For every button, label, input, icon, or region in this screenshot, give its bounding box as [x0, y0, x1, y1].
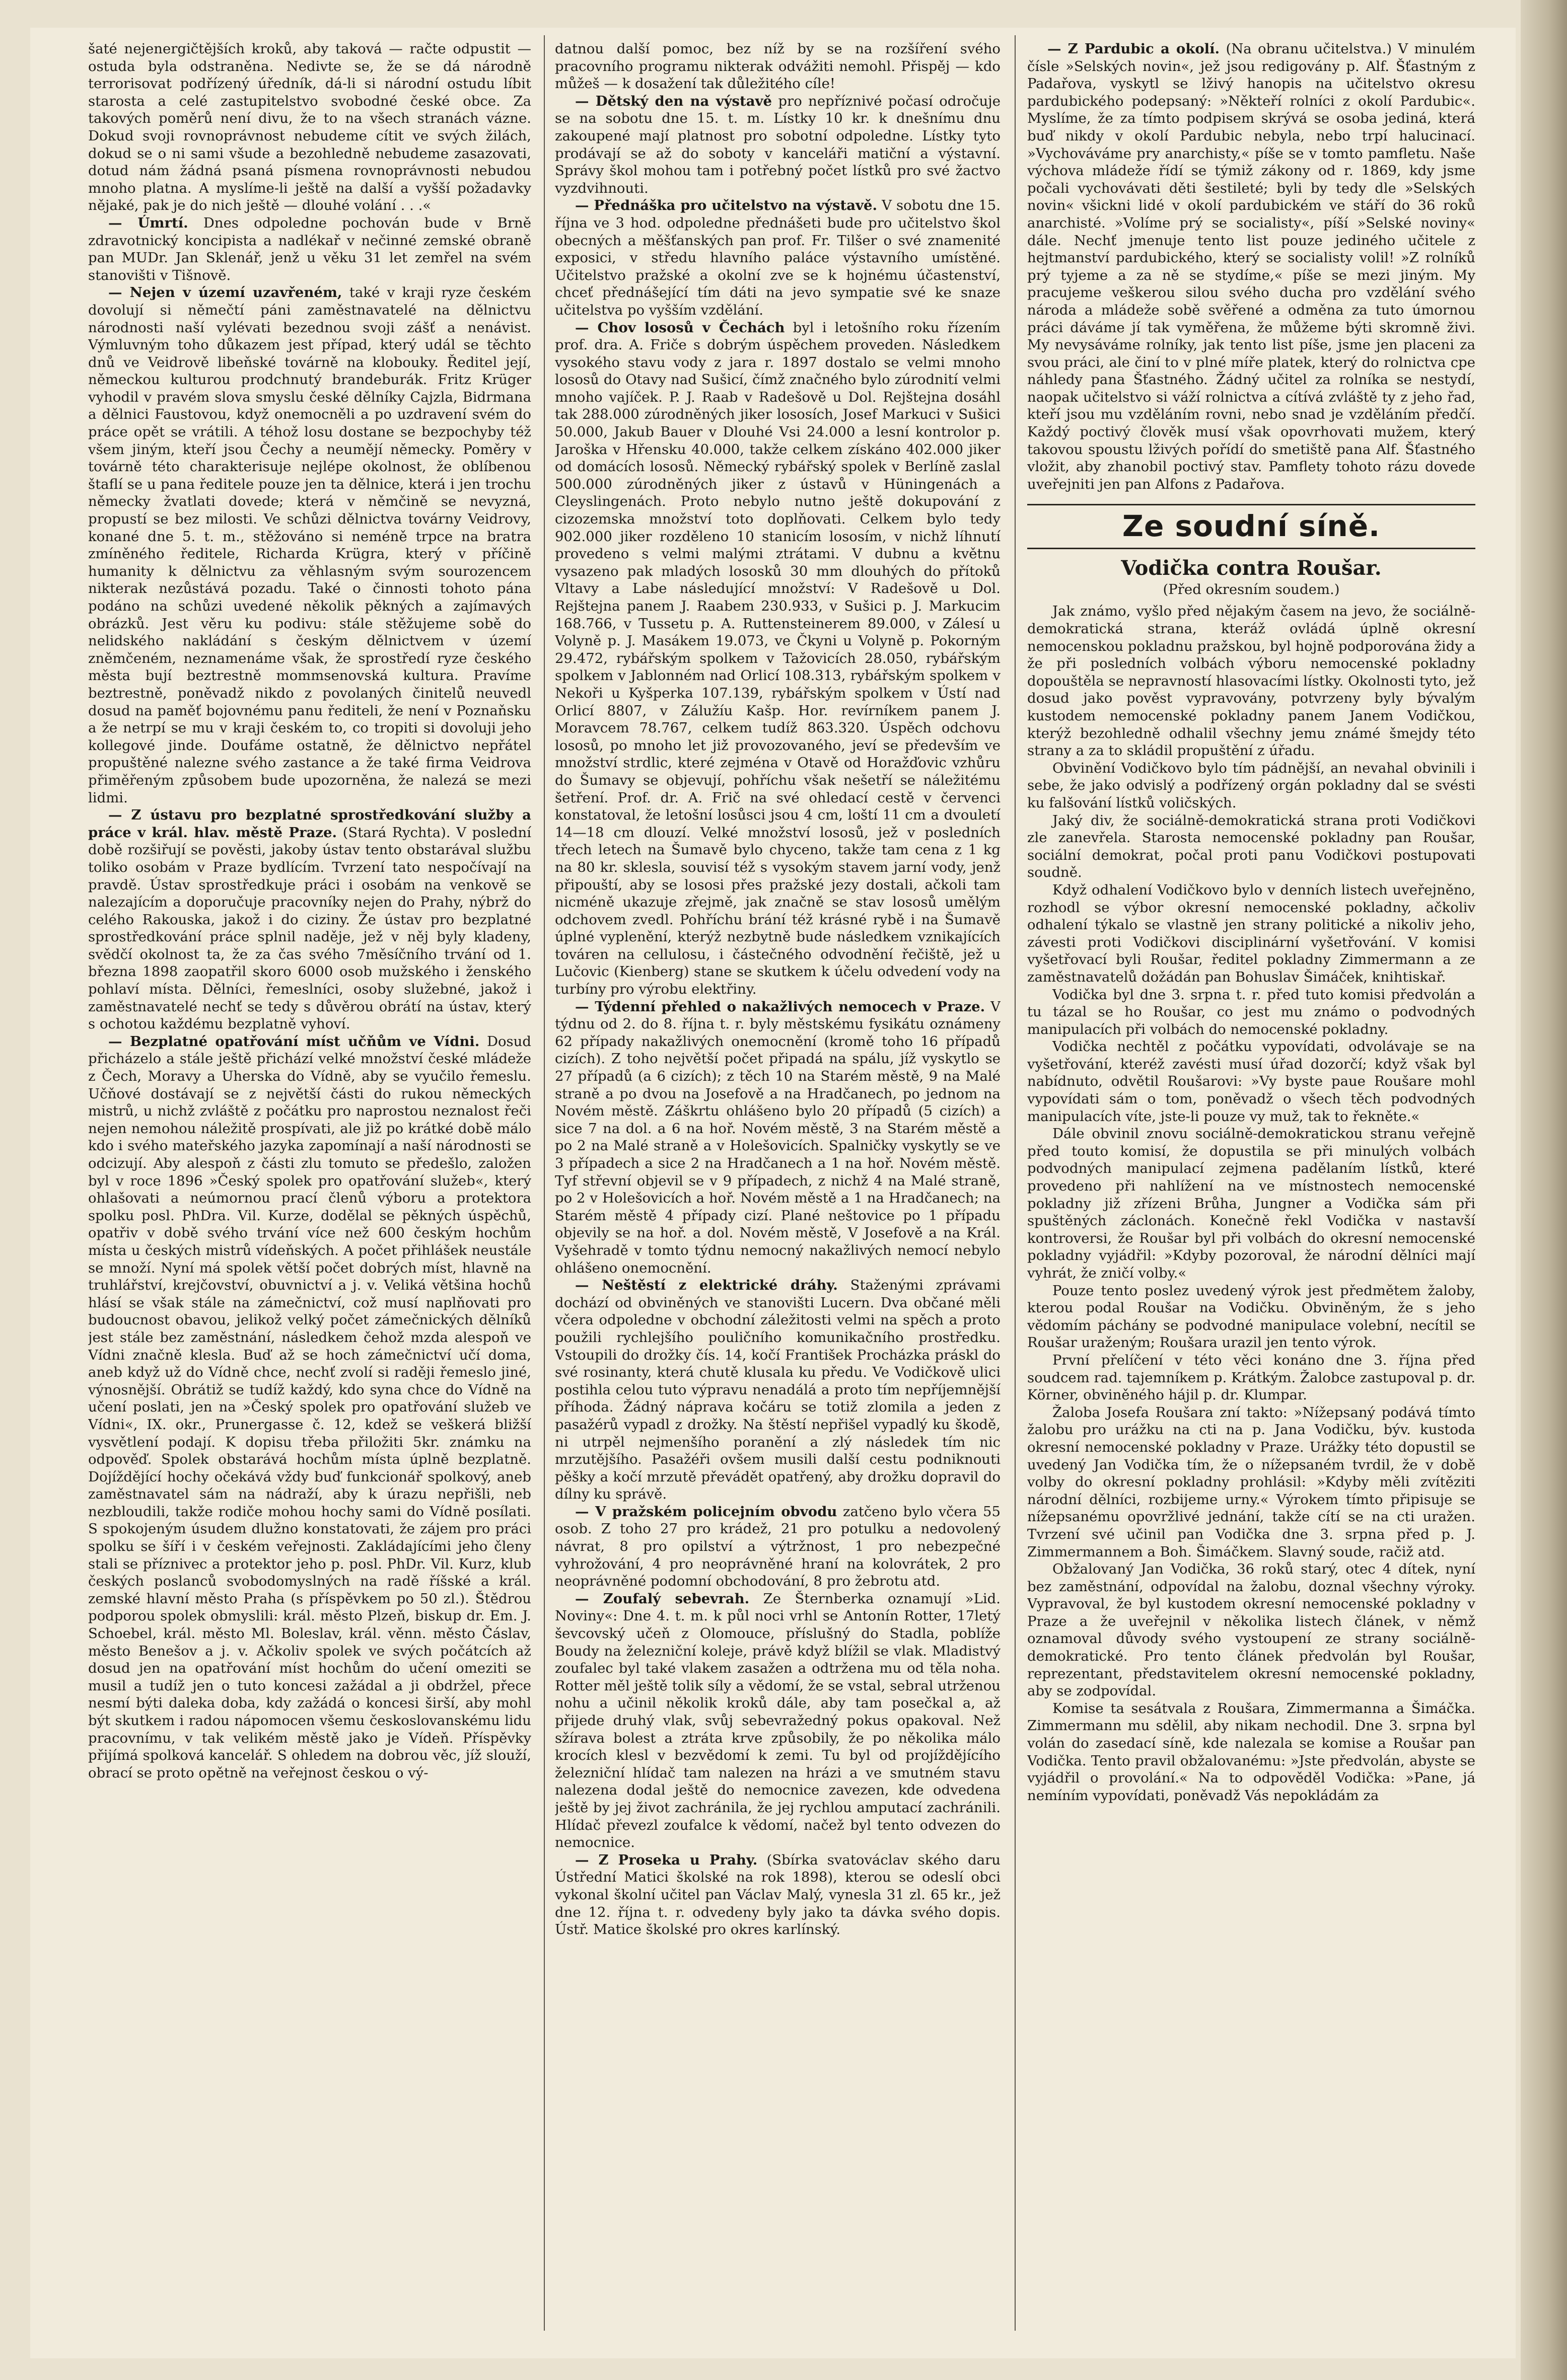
case-paragraph: Vodička byl dne 3. srpna t. r. před tuto komisi předvolán a tu tázal se ho Roušar, co jest mu známo o podvodných manipulacích při volbách do nemocenské pokladny. [1027, 986, 1475, 1037]
article-tydenni-prehled: — Týdenní přehled o nakažlivých nemocech v Praze. V týdnu od 2. do 8. října t. r. byly městskému fysikátu oznámeny 62 případy nakažlivých onemocnění (kromě toho 16 případů cizích). Z toho největší počet připadá na spálu, jíž vyskytlo se 27 případů (a 6 cizích); z těch 10 na Starém městě, 9 na Malé straně a po dvou na Josefově a na Hradčanech, po jednom na Novém městě. Záškrtu ohlášeno bylo 20 případů (5 cizích) a sice 7 na dol. a 6 na hoř. Novém městě, 3 na Starém městě a po 2 na Malé straně a v Holešovicích. Spalničky vyskytly se ve 3 případech a sice 2 na Hradčanech a 1 na hoř. Novém městě. Tyf střevní objevil se v 9 případech, z nichž 4 na Malé straně, po 2 v Holešovicích a hoř. Novém městě a 1 na Hradčanech; na Starém městě 4 případy cizí. Plané neštovice po 1 případu objevily se na hoř. a dol. Novém městě, V Josefově a na Král. Vyšehradě v tomto týdnu nemocný nakažlivých nemocí nebylo ohlášeno onemocnění. [555, 998, 1001, 1276]
case-paragraph: Vodička nechtěl z počátku vypovídati, odvolávaje se na vyšetřování, kteréž zavésti musí úřad dozorčí; když však byl nabídnuto, odvětil Roušarovi: »Vy byste paue Roušare mohl vypovídati sám o tom, poněvadž o všech těch podvodných manipulacích víte, jste-li pouze vy muž, tak to řekněte.« [1027, 1038, 1475, 1125]
article-heading: — Bezplatné opatřování míst učňům ve Vídni. [108, 1033, 480, 1050]
column-2 [555, 40, 1001, 2326]
article-prednaska: — Přednáška pro učitelstvo na výstavě. V sobotu dne 15. října ve 3 hod. odpoledne přednášeti bude pro učitelstvo škol obecných a měšťanských pan prof. Fr. Tilšer o své znamenité exposici, v středu hlavního paláce výstavního umístěné. Učitelstvo pražské a okolní zve se k hojnému účastenství, chceť přednášející tím dáti na jevo sympatie své ke snaze učitelstva po vyšším vzdělání. [555, 197, 1001, 318]
case-paragraph: Dále obvinil znovu sociálně-demokratickou stranu veřejně před touto komisí, že dopustila se při minulých volbách podvodných manipulací zejmena padělaním lístků, které provedeno při nahlížení na ve místnostech nemocenské pokladny již zřízeni Brůha, Jungner a Vodička sám při spuštěných záclonách. Konečně řekl Vodička v nastavší kontroversi, že Roušar byl při volbách do okresní nemocenské pokladny vyjádřil: »Kdyby pozoroval, že národní dělníci mají vyhrát, že zničí volby.« [1027, 1126, 1475, 1281]
article-heading: — Nejen v území uzavřeném, [108, 284, 342, 301]
page-edge-shadow [1521, 0, 1567, 2380]
case-paragraph: Pouze tento poslez uvedený výrok jest předmětem žaloby, kterou podal Roušar na Vodičku. Obviněným, že s jeho vědomím páchány se podvodné manipulace volební, necítil se Roušar uraženým; Roušara urazil jen tento výrok. [1027, 1282, 1475, 1351]
article-heading: — Zoufalý sebevrah. [575, 1590, 750, 1607]
article-continuation: datnou další pomoc, bez níž by se na rozšíření svého pracovního programu nikterak odvážiti nemohl. Přispěj — kdo můžeš — k dosažení tak důležitého cíle! [555, 41, 1001, 92]
case-paragraph: Jaký div, že sociálně-demokratická strana proti Vodičkovi zle zanevřela. Starosta nemocenské pokladny pan Roušar, sociální demokrat, počal proti panu Vodičkovi postupovati soudně. [1027, 812, 1475, 881]
case-paragraph: Jak známo, vyšlo před nějakým časem na jevo, že sociálně-demokratická strana, kteráž ovládá úplně okresní nemocenskou pokladnu pražskou, byl hojně podporována židy a že při posledních volbách výboru nemocenské pokladny dopouštěla se nepravností hlasovacími lístky. Okolnosti tyto, jež dosud jako pověst vypravovány, potvrzeny byly bývalým kustodem nemocenské pokladny panem Janem Vodičkou, kterýž bezohledně odhalil všechny jemu známé šmejdy této strany a za to skládil propuštění z úřadu. [1027, 603, 1475, 759]
case-paragraph: První přelíčení v této věci konáno dne 3. října před soudcem rad. tajemníkem p. Krátkým. Žalobce zastupoval p. dr. Körner, obviněného hájil p. dr. Klumpar. [1027, 1352, 1475, 1403]
case-paragraph: Obvinění Vodičkovo bylo tím pádnější, an nevahal obvinili i sebe, že jako odvislý a podřízený orgán pokladny dal se svésti ku falšování lístků voličských. [1027, 760, 1475, 811]
article-nejen: — Nejen v území uzavřeném, také v kraji ryze českém dovolují si němečtí páni zaměstnavatelé na dělnictvu národnosti naší vylévati bezednou svoji zášť a nenávist. Výmluvným toho důkazem jest případ, který udál se těchto dnů ve Veidrově libeňské továrně na klobouky. Ředitel její, německou kulturou prodchnutý brandeburák. Fritz Krüger vyhodil v pravém slova smyslu české dělníky Cajzla, Bidrmana a dělnici Faustovou, když onemocněli a po uzdravení svém do práce opět se vrátili. A téhož losu dostane se bezpochyby též všem jiným, kteří jsou Čechy a neumějí německy. Poměry v továrně této charakterisuje nejlépe okolnost, že oblíbenou štaflí se u pana ředitele pouze jen ta dělnice, která i jen trochu německy žvatlati dovede; která v němčině se nevyzná, propustí se bez milosti. Ve schůzi dělnictva továrny Veidrovy, konané dne 5. t. m., stěžováno si neméně trpce na bratra zmíněného ředitele, Richarda Krügra, který v příčině humanity k dělnictvu za věhlasným svým sourozencem nikterak nezůstává pozadu. Také o činnosti tohoto pána podáno na schůzi uvedené několik pěkných a zajímavých obrázků. Jest věru ku podivu: stále stěžujeme sobě do nelidského nakládání s českým dělnictvem v území zněmčeném, neznamenáme však, že sprostředí ryze českého města bují beztrestně mommsenovská kultura. Pravíme beztrestně, poněvadž nikdo z povolaných činitelů neuvedl dosud na paměť bojovnému panu řediteli, že není v Poznaňsku a že netrpí se mu v kraji českém to, co tropiti si dovoluji jeho kollegové jinde. Doufáme ostatně, že dělnictvo nepřátel propuštěné nalezne svého zastance a že také firma Veidrova přiměřeným způsobem bude upozorněna, že nalezá se mezi lidmi. [88, 284, 531, 806]
column-1 [88, 40, 531, 2326]
article-heading: — Z ústavu pro bezplatné sprostředkování služby a práce v král. hlav. městě Praze. [88, 807, 531, 841]
article-z-pardubic: — Z Pardubic a okolí. (Na obranu učitelstva.) V minulém čísle »Selských novin«, jež jsou redigovány p. Alf. Šťastným z Padařova, vyskytl se lživý hanopis na učitelstvo okresu pardubického podepsaný: »Někteří rolníci z okolí Pardubic«. Myslíme, že za tímto podpisem skrývá se osoba jediná, která buď nikdy v okolí Pardubic nebyla, nebo trpí halucinací. »Vychováváme pry anarchisty,« píše se v tomto pamfletu. Naše výchova mládeže řídí se týmiž zákony od r. 1869, kdy jsme počali vychovávati děti šestileté; byli by tedy dle »Selských novin« všickni lidé v okolí pardubickém ve stáří do 36 roků anarchisté. »Volíme prý se socialisty«, píší »Selské noviny« dále. Nechť jmenuje tento list pouze jediného učitele z hejtmanství pardubického, který se socialisty volil! »Z rolníků prý tyjeme a za ně se stydíme,« píše se mezi jiným. My pracujeme veškerou silou svého ducha pro vzdělání svého národa a mládeže sobě svěřené a odměna za tuto úmornou práci dáváme jí tak vyměřena, že můžeme býti skromně živi. My nevysáváme rolníky, jak tento list píše, jsme jen placeni za svou práci, ale činí to v plné míře platek, který do rolnictva cpe náhledy pana Šťastného. Žádný učitel za rolníka se nestydí, naopak učitelstvo si váží rolnictva a cítívá zvláště ty z jeho řad, kteří jsou mu vzděláním rovni, nebo snad je vzděláním předčí. Každý poctivý člověk musí však opovrhovati mužem, který takovou spoustu lživých pořídí do smetiště pana Alf. Šťastného vložit, aby zhanobil poctivý stav. Pamflety tohoto rázu dovede uveřejniti jen pan Alfons z Padařova. [1027, 41, 1475, 492]
article-heading: — Přednáška pro učitelstvo na výstavě. [575, 197, 878, 214]
article-z-proseka: — Z Proseka u Prahy. (Sbírka svatováclav ského daru Ústřední Matici školské na rok 1898), kterou se odeslí obci vykonal školní učitel pan Václav Malý, vynesla 31 zl. 65 kr., jež dne 12. října t. r. odvedeny byly jako ta dávka svého dopis. Ústř. Matice školské pro okres karlínský. [555, 1851, 1001, 1938]
article-heading: — Z Pardubic a okolí. [1047, 41, 1220, 57]
case-paragraph: Komise ta sesátvala z Roušara, Zimmermanna a Šimáčka. Zimmermann mu sdělil, aby nikam nechodil. Dne 3. srpna byl volán do zasedací síně, kde nalezala se komise a Roušar pan Vodička. Tento pravil obžalovanému: »Jste předvolán, abyste se vyjádřil o provolání.« Na to odpověděl Vodička: »Pane, já nemíním vypovídati, poněvadž Vás nepokládám za [1027, 1700, 1475, 1804]
article-continuation: šaté nejenergičtějších kroků, aby taková — račte odpustit — ostuda byla odstraněna. Nedivte se, že se dá národně terrorisovat podřízený úředník, dá-li si národní ostudu líbit starosta a celé zastupitelstvo svobodné české obce. Za takových poměrů není divu, že to na všech stranách vázne. Dokud svoji rovnoprávnost nebudeme cítit ve svých žilách, dokud se o ni sami všude a bezohledně nebudeme zasazovati, dotud nám žádná psaná písmena rovnoprávnosti nebudou mnoho platna. A myslíme-li ještě na další a vyšší požadavky nějaké, pak je do nich ještě — dlouhé volání . . .« [88, 41, 531, 214]
article-heading: — Dětský den na výstavě [575, 93, 772, 109]
section-title: Ze soudní síně. [1027, 504, 1475, 549]
article-umrti: — Úmrtí. Dnes odpoledne pochován bude v Brně zdravotnický koncipista a nadlékař v nečinné zemské obraně pan MUDr. Jan Sklenář, jenž u věku 31 let zemřel na svém stanovišti v Tišnově. [88, 214, 531, 283]
article-bezplatne: — Bezplatné opatřování míst učňům ve Vídni. Dosud přicházelo a stále ještě přichází velké množství české mládeže z Čech, Moravy a Uherska do Vídně, aby se vyučilo řemeslu. Učňové dostávají se z největší části do rukou německých mistrů, u nichž zvláště z počátku pro naprostou neznalost řeči nejen nemohou náležitě prospívati, ale již po krátké době málo kdo i svého mateřského jazyka zapomínají a naší národnosti se odcizují. Aby alespoň z části zlu tomuto se předešlo, založen byl v roce 1896 »Český spolek pro opatřování služeb«, který ohlašovati a neúmornou prací členů výboru a protektora spolku posl. PhDra. Vil. Kurze, dodělal se pěkných úspěchů, opatřiv v době svého trvání více než 600 českým hochům místa u českých mistrů vídeňských. A počet přihlášek neustále se množí. Nyní má spolek větší počet dobrých míst, hlavně na truhlářství, krejčovství, obuvnictví a j. v. Veliká většina hochů hlásí se však stále na zámečnictví, což musí naplňovati pro budoucnost obavou, jelikož velký počet zámečnických dělníků jest stále bez zaměstnání, následkem čehož mzda alespoň ve Vídni značně klesla. Buď až se hoch zámečnictví učí doma, aneb když už do Vídně chce, nechť zvolí si raději řemeslo jiné, výnosnější. Obrátiž se tudíž každý, kdo syna chce do Vídně na učení poslati, jen na »Český spolek pro opatřování služeb ve Vídni«, IX. okr., Prunergasse č. 12, kdež se veškerá bližší vysvětlení podají. K dopisu třeba přiložiti 5kr. známku na odpověď. Spolek obstarává hochům místa úplně bezplatně. Dojíždějící hochy očekává vždy buď funkcionář spolkový, aneb zaměstnavatel sám na nádraží, aby k úrazu nepřišli, neb nezbloudili, takže rodiče mohou hochy sami do Vídně posílati. S spokojeným úsudem dlužno konstatovati, že zájem pro práci spolku se šíří i v českém veřejnosti. Zakládajícími jeho členy stali se příznivec a protektor jeho p. posl. PhDr. Vil. Kurz, klub českých poslanců svobodomyslných na radě říšské a král. zemské hlavní město Praha (s příspěvkem po 50 zl.). Štědrou podporou spolek obmyslili: král. město Plzeň, biskup dr. Em. J. Schoebel, král. město Ml. Boleslav, král. věnn. město Čáslav, město Benešov a j. v. Ačkoliv spolek ve svých počátcích až dosud jen na opatřování míst hochům do učení omeziti se musil a tudíž jen o tuto koncesi zažádal a ji obdržel, přece nesmí býti daleka doba, kdy zažádá o koncesi širší, aby mohl být skutkem i radou nápomocen všemu českoslovanskému lidu pracovnímu, v tak velikém městě jako je Vídeň. Příspěvky přijímá spolková kancelář. S ohledem na dobrou věc, jíž slouží, obrací se proto opětně na veřejnost českou o vý- [88, 1033, 531, 1781]
article-chov-lososu: — Chov lososů v Čechách byl i letošního roku řízením prof. dra. A. Friče s dobrým úspěchem proveden. Následkem vysokého stavu vody z jara r. 1897 dostalo se velmi mnoho lososů do Otavy nad Sušicí, čímž značného bylo zúrodnití velmi mnoho vajíček. P. J. Raab v Radešově u Dol. Rejštejna dosáhl tak 288.000 zúrodněných jiker lososích, Josef Markuci v Sušici 50.000, Jakub Bauer v Dlouhé Vsi 24.000 a lesní kontrolor p. Jaroška v Hřensku 40.000, takže celkem získáno 402.000 jiker od domácích lososů. Německý rybářský spolek v Berlíně zaslal 500.000 zúrodněných jiker z ústavů v Hüningenách a Cleyslingenách. Proto nebylo nutno ještě dokupování z cizozemska množství toto doplňovati. Celkem bylo tedy 902.000 jiker rozděleno 10 stanicím lososím, v nichž líhnutí provedeno s velmi malými ztrátami. V dubnu a květnu vysazeno pak mladých lososků 30 mm dlouhých do přítoků Vltavy a Labe následující množství: V Radešově u Dol. Rejštejna panem J. Raabem 230.933, v Sušici p. J. Markucim 168.766, v Tussetu p. A. Ruttensteinerem 89.000, v Zálesí u Volyně p. J. Masákem 19.073, ve Čkyni u Volyně p. Pokorným 29.472, rybářským spolkem v Tažovicích 28.050, rybářským spolkem v Jablonném nad Orlicí 108.313, rybářským spolkem v Nekoři u Kyšperka 107.139, rybářským spolkem v Ústí nad Orlicí 8807, v Zálužíu Kašp. Hor. revírníkem panem J. Moravcem 78.767, celkem tudíž 863.320. Úspěch odchovu lososů, po mnoho let již provozovaného, jeví se především ve množství strdlic, které zejména v Otavě od Horažďovic vzhůru do Šumavy se objevují, pohříchu však nešetří se náležitému šetření. Prof. dr. A. Frič na své ohledací cestě v červenci konstatoval, že letošní losůsci jsou 4 cm, loští 11 cm a dvouletí 14—18 cm dlouzí. Velké množství lososů, jež v posledních třech letech na Šumavě bylo chyceno, takže tam cena z 1 kg na 80 kr. sklesla, souvisí též s vysokým stavem jarní vody, jenž připouští, aby se lososi přes pražské jezy dostali, ačkoli tam nicméně ukazuje zřejmě, jak značně se stav lososů umělým odchovem zvedl. Pohříchu brání též krásné rybě i na Šumavě úplné vyplenění, kterýž nezbytně bude následkem vznikajících továren na cellulosu, i částečného odvodnění řečiště, jež u Lučovic (Kienberg) stane se skutkem k účelu odvedení vody na turbíny pro výrobu elektřiny. [555, 319, 1001, 998]
article-detsky-den: — Dětský den na výstavě pro nepříznivé počasí odročuje se na sobotu dne 15. t. m. Lístky 10 kr. k dnešnímu dnu zakoupené mají platnost pro sobotní odpoledne. Lístky tyto prodávají se až do soboty v kanceláři matiční a výstavní. Správy škol mohou tam i potřebný počet lístků pro své žactvo vyzdvihnouti. [555, 93, 1001, 196]
column-3 [1027, 40, 1475, 2326]
article-heading: — Neštěstí z elektrické dráhy. [575, 1277, 838, 1294]
case-paragraph: Obžalovaný Jan Vodička, 36 roků starý, otec 4 dítek, nyní bez zaměstnání, odpovídal na žalobu, doznal všechny výroky. Vypravoval, že byl kustodem okresní nemocenské pokladny v Praze a že uveřejnil v několika listech článek, v němž oznamoval důvody svého vystoupení ze strany sociálně-demokratické. Pro tento článek předvolán byl Roušar, reprezentant, představitelem okresní nemocenské pokladny, aby se zodpovídal. [1027, 1561, 1475, 1699]
article-heading: — V pražském policejním obvodu [575, 1503, 837, 1520]
article-policejni-obvod: — V pražském policejním obvodu zatčeno bylo včera 55 osob. Z toho 27 pro krádež, 21 pro potulku a nedovolený návrat, 8 pro opilství a výtržnost, 1 pro nebezpečné vyhrožování, 4 pro neoprávněné hraní na kolovrátek, 2 pro neoprávněné podomní obchodování, 8 pro žebrotu atd. [555, 1503, 1001, 1590]
article-heading: — Úmrtí. [108, 214, 188, 231]
article-heading: — Z Proseka u Prahy. [575, 1851, 758, 1868]
article-zoufaly-sebevrah: — Zoufalý sebevrah. Ze Šternberka oznamují »Lid. Noviny«: Dne 4. t. m. k půl noci vrhl se Antonín Rotter, 17letý ševcovský učeň z Olomouce, příslušný do Stadla, poblíže Boudy na železniční koleje, právě když blížil se vlak. Mladistvý zoufalec byl také vlakem zasažen a odtržena mu od těla noha. Rotter měl ještě tolik síly a vědomí, že se vstal, sebral utrženou nohu a učinil několik kroků dále, aby tam posečkal a, až přijede druhý vlak, svůj sebevražedný pokus opakoval. Než sžírava bolest a ztráta krve způsobily, že po několika málo krocích klesl v bezvědomí k zemi. Tu byl od projíždějícího železniční hlídač tam nalezen na hrázi a ve smutném stavu nalezena dodal ještě do nemocnice zavezen, kde odvedena ještě by jej život zachránila, že jej rychlou amputací zachránili. Hlídač převezl zoufalce k vědomí, načež byl tento odvezen do nemocnice. [555, 1590, 1001, 1851]
case-paragraph: Žaloba Josefa Roušara zní takto: »Nížepsaný podává tímto žalobu pro urážku na cti na p. Jana Vodičku, býv. kustoda okresní nemocenské pokladny v Praze. Urážky této dopustil se uvedený Jan Vodička tím, že o nížepsaném tvrdil, že v době volby do okresní pokladny prohlásil: »Kdyby měli zvítěziti národní dělníci, rozbijeme urny.« Výrokem tímto připisuje se nížepsanému opovržlivé jednání, takže cítí se na cti uražen. Tvrzení své učinil pan Vodička dne 3. srpna před p. J. Zimmermannem a Boh. Šimáčkem. Slavný soude, račiž atd. [1027, 1404, 1475, 1560]
article-ustav: — Z ústavu pro bezplatné sprostředkování služby a práce v král. hlav. městě Praze. (Stará Rychta). V poslední době rozšiřují se pověsti, jakoby ústav tento obstarával službu toliko osobám v Praze bydlícím. Tvrzení tato nespočívají na pravdě. Ústav sprostředkuje práci i osobám na venkově se nalezajícím a doporučuje pracovníky nejen do Prahy, nýbrž do celého Rakouska, jakož i do ciziny. Že ústav pro bezplatné sprostředkování práce splnil naděje, jež v něj byly kladeny, svědčí okolnost ta, že za čas svého 7měsíčního trvání od 1. března 1898 zaopatřil skoro 6000 osob mužského i ženského pohlaví místa. Dělníci, řemeslníci, osoby služebné, jakož i zaměstnavatelé nechť se tedy s důvěrou obrátí na ústav, který s ochotou každému bezplatně vyhoví. [88, 807, 531, 1032]
article-heading: — Chov lososů v Čechách [575, 319, 785, 336]
case-title: Vodička contra Roušar. [1121, 556, 1382, 580]
column-rule-2 [1015, 35, 1016, 2331]
case-subtitle: (Před okresním soudem.) [1163, 581, 1340, 598]
column-rule-1 [544, 35, 545, 2331]
case-paragraph: Když odhalení Vodičkovo bylo v denních listech uveřejněno, rozhodl se výbor okresní nemocenské pokladny, ačkoliv odhalení týkalo se vlastně jen strany politické a nikoliv jeho, závesti proti Vodičkovi disciplinární vyšetřování. V komisi vyšetřovací byli Roušar, ředitel pokladny Zimmermann a ze zaměstnavatelů dožádán pan Bohuslav Šimáček, knihtiskař. [1027, 881, 1475, 985]
article-nestesti: — Neštěstí z elektrické dráhy. Staženými zprávami dochází od obviněných ve stanovišti Lucern. Dva občané měli včera odpoledne v obchodní záležitosti velmi na spěch a proto použili rychlejšího pouličního komunikačního prostředku. Vstoupili do drožky čís. 14, kočí František Procházka práskl do své rosinanty, která chutě klusala ku předu. Ve Vodičkově ulici postihla celou tuto výpravu nenadálá a proto tím nepříjemnější příhoda. Žádný náprava kočáru se totiž zlomila a jeden z pasažérů vypadl z drožky. Na štěstí nepřišel vypadlý ku škodě, ni utrpěl nejmenšího poranění a zlý následek tím nic mrzutějšího. Pasažéři ovšem musili další cestu podniknouti pěšky a kočí mrzutě převádět opatřený, aby drožku dopravil do dílny ku správě. [555, 1277, 1001, 1503]
article-heading: — Týdenní přehled o nakažlivých nemocech v Praze. [575, 998, 985, 1015]
